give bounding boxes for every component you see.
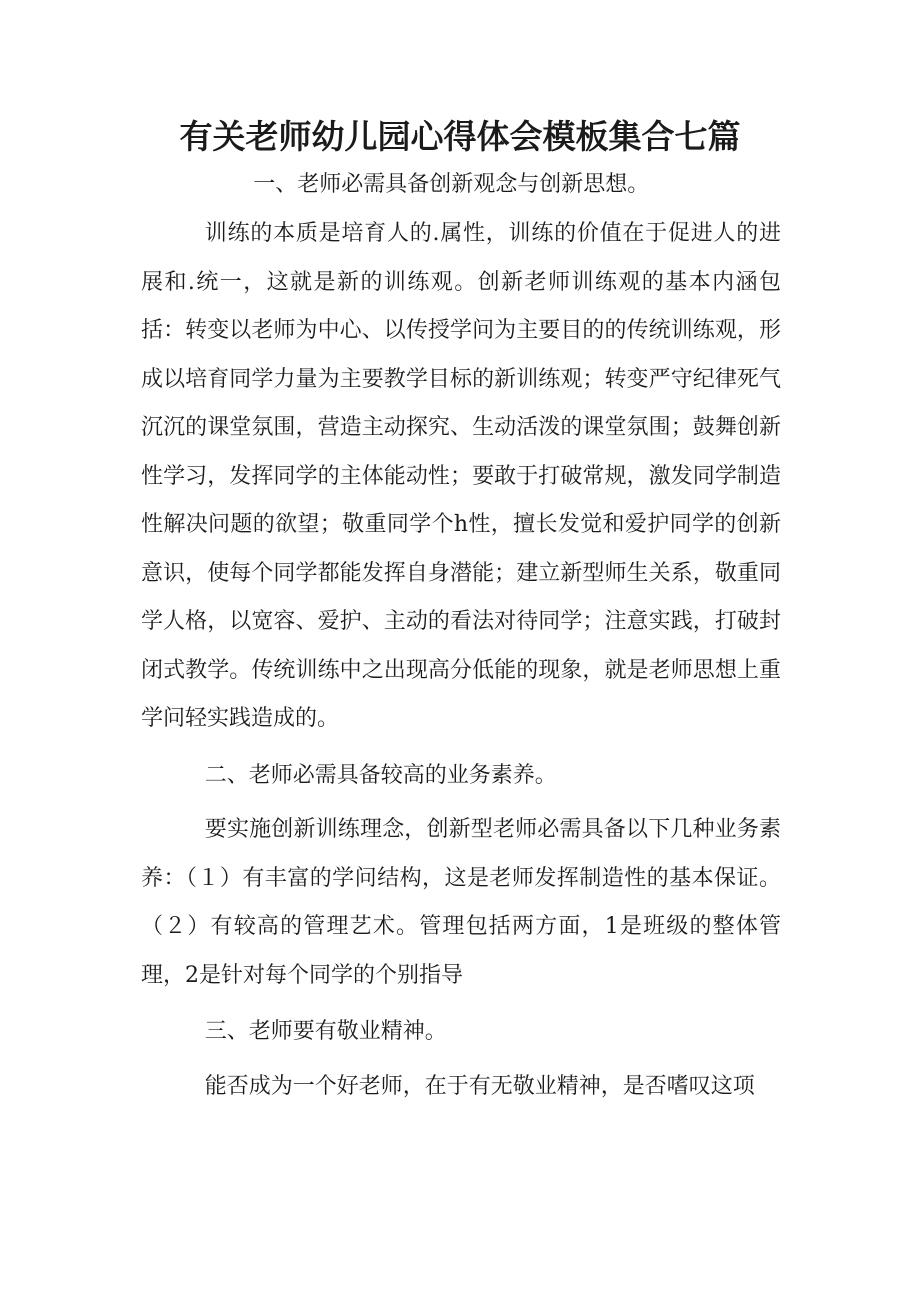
section-heading-1: 一、老师必需具备创新观念与创新思想。 — [253, 172, 650, 197]
body-paragraph-1: 训练的本质是培育人的.属性，训练的价值在于促进人的进展和.统一，这就是新的训练观。创新老师训练观的基本内涵包括：转变以老师为中心、以传授学问为主要目的的传统训练观，形成以培育同学力量为主要教学目标的新训练观；转变严守纪律死气沉沉的课堂氛围，营造主动探究、生动活泼的课堂氛围；鼓舞创新性学习，发挥同学的主体能动性；要敢于打破常规，激发同学制造性解决问题的欲望；敬重同学个h性，擅长发觉和爱护同学的创新意识，使每个同学都能发挥自身潜能；建立新型师生关系，敬重同学人格，以宽容、爱护、主动的看法对待同学；注意实践，打破封闭式教学。传统训练中之出现高分低能的现象，就是老师思想上重学问轻实践造成的。 — [141, 221, 781, 731]
body-paragraph-3: 能否成为一个好老师，在于有无敬业精神，是否嗜叹这项 — [204, 1073, 755, 1099]
section-heading-2: 二、老师必需具备较高的业务素养。 — [204, 762, 557, 788]
section-heading-3: 三、老师要有敬业精神。 — [204, 1019, 447, 1044]
document-body — [141, 162, 781, 1111]
body-paragraph-2: 要实施创新训练理念，创新型老师必需具备以下几种业务素养：（１）有丰富的学问结构，这是老师发挥制造性的基本保证。（２）有较高的管理艺术。管理包括两方面，1是班级的整体管理，2是针对每个同学的个别指导 — [141, 817, 781, 988]
document-title: 有关老师幼儿园心得体会模板集合七篇 — [179, 117, 741, 156]
